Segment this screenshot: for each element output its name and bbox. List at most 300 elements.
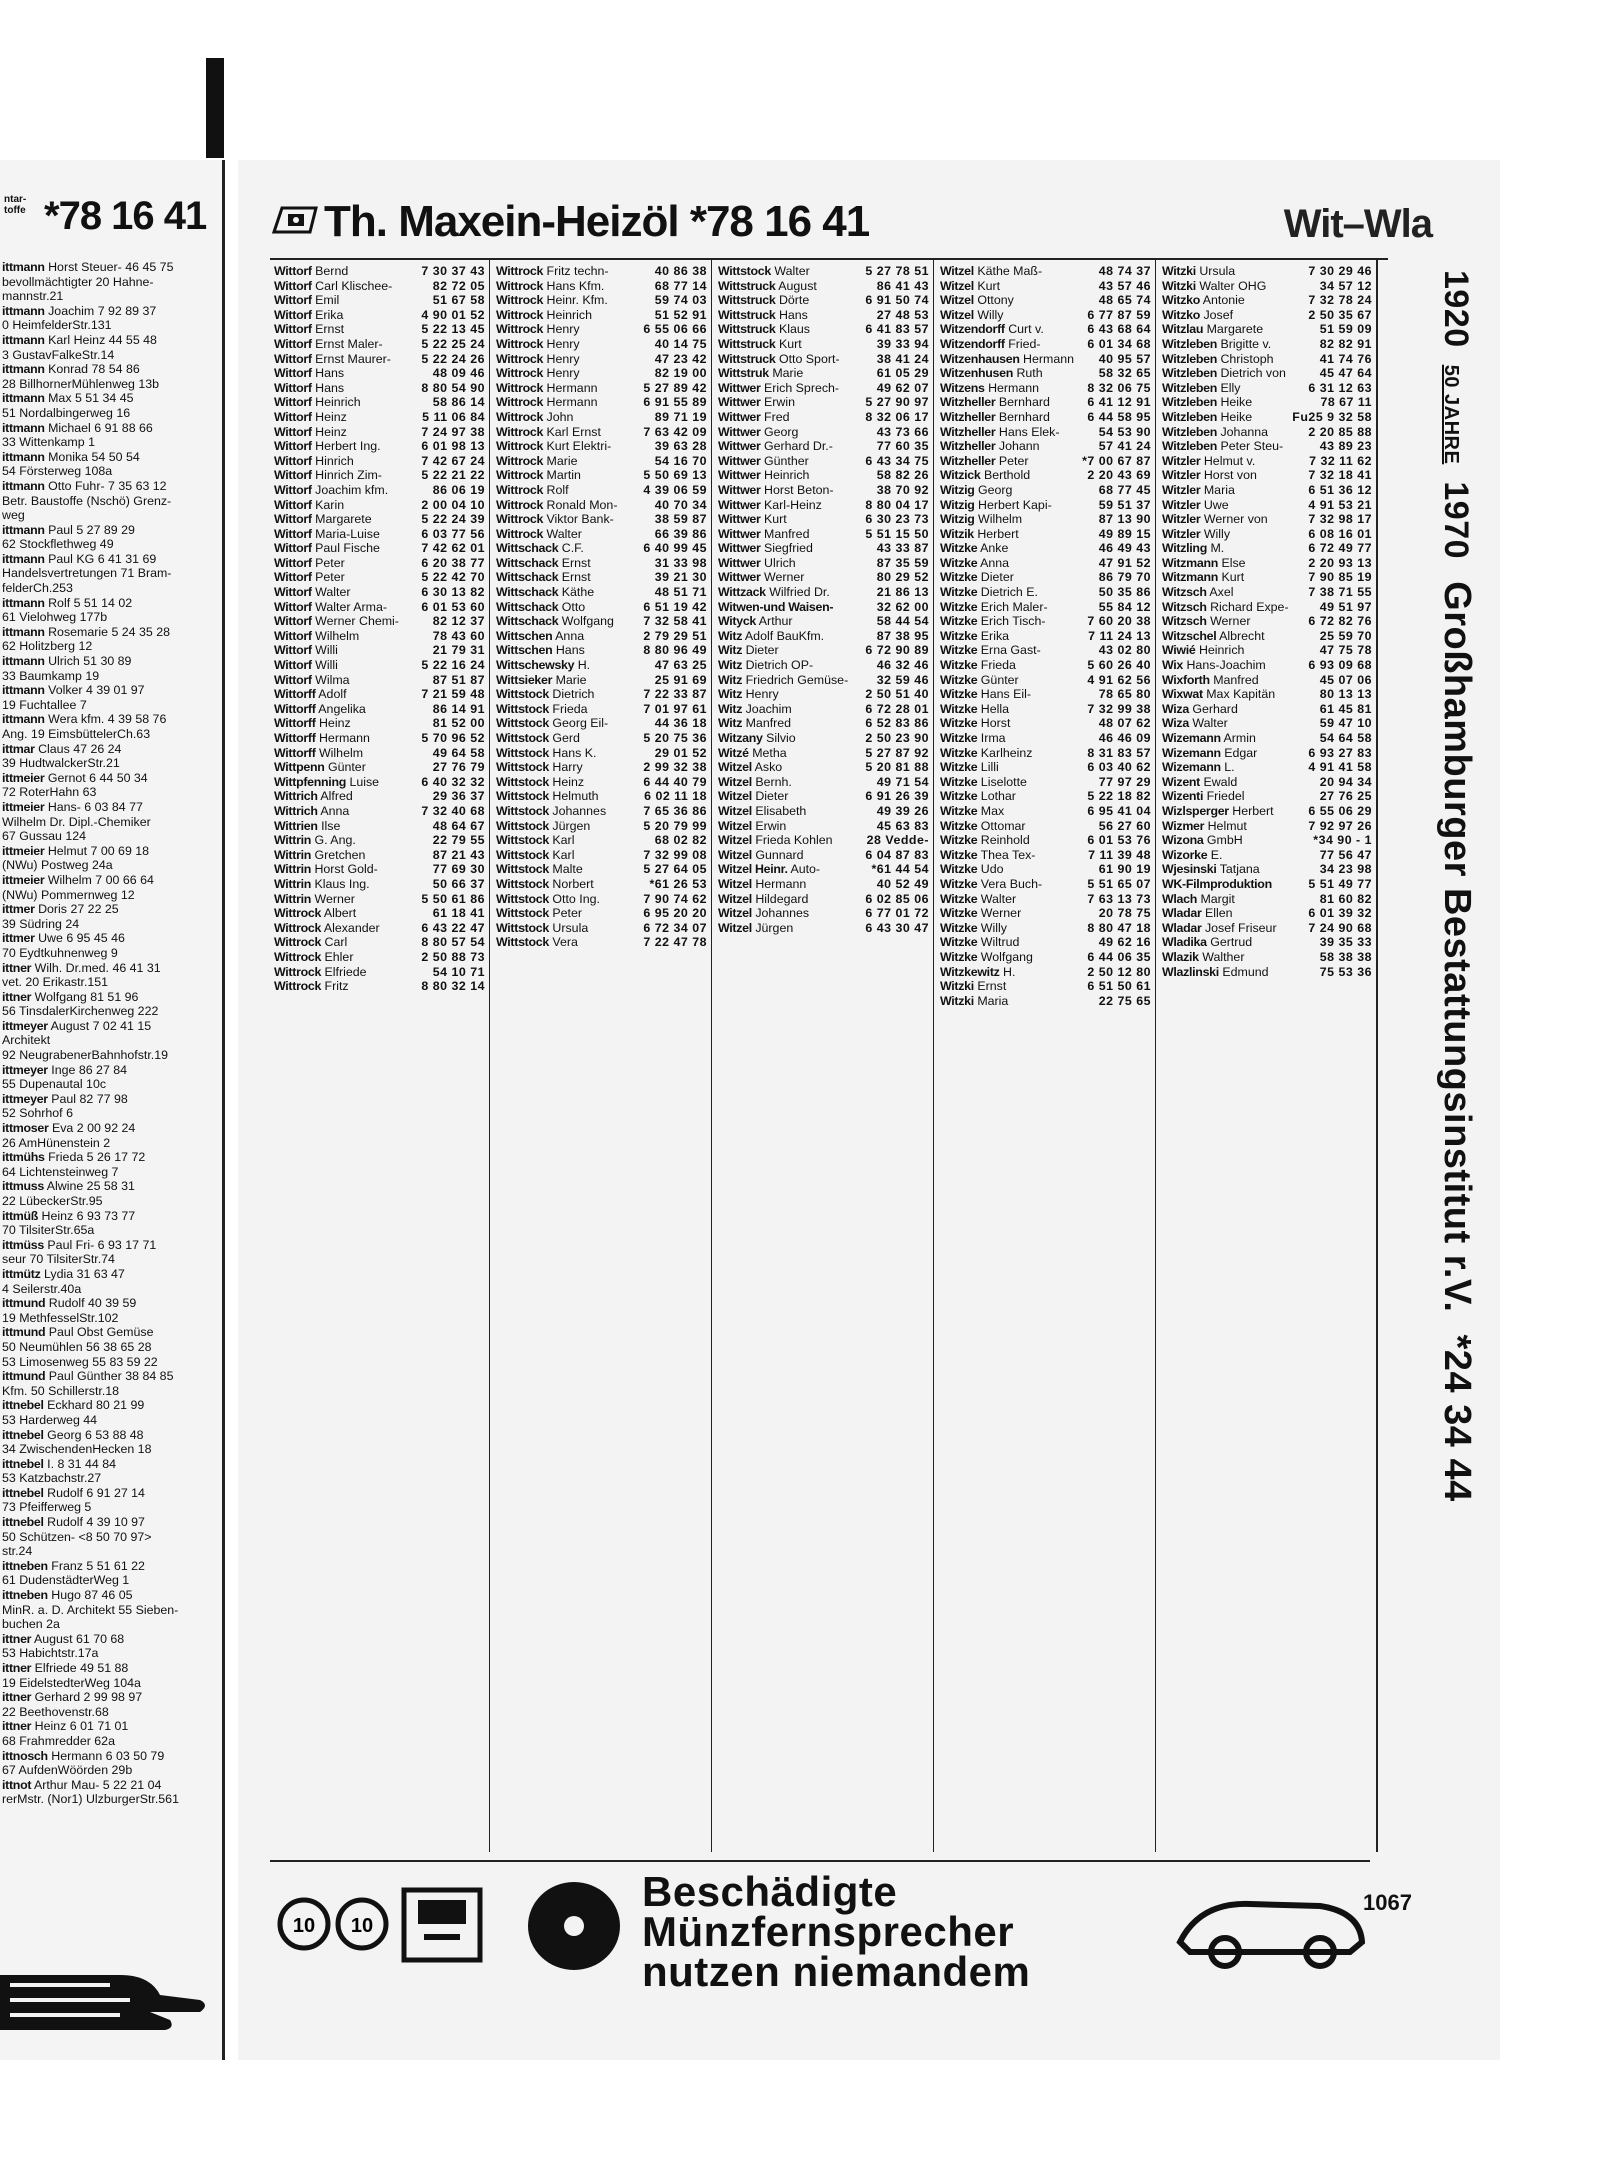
previous-entry-text: 50 Schützen- <8 50 70 97> — [2, 1529, 152, 1544]
entry-details: Werner von — [1203, 512, 1268, 527]
directory-entry — [718, 468, 929, 483]
directory-entry — [718, 775, 929, 790]
directory-entry — [1162, 600, 1372, 615]
entry-surname: Wittorff — [274, 731, 316, 745]
entry-details: Gertrud — [1210, 935, 1253, 950]
entry-surname: Wittorf — [274, 468, 312, 483]
entry-details: M. — [1210, 541, 1225, 556]
directory-entry — [1162, 965, 1372, 980]
entry-details: Hermann — [1023, 351, 1075, 366]
entry-details: Helmut v. — [1203, 453, 1256, 468]
entry-surname: Wittrock — [496, 336, 544, 351]
entry-phone: 27 76 79 — [432, 760, 485, 775]
entry-surname: Witzsch — [1162, 599, 1207, 614]
directory-entry — [940, 527, 1151, 542]
entry-surname: Witzschel — [1162, 628, 1217, 643]
directory-entry — [718, 687, 929, 702]
entry-surname: Witzke — [940, 658, 978, 673]
entry-phone: 5 60 26 40 — [1087, 658, 1151, 673]
entry-details: Henry — [546, 322, 580, 337]
entry-phone: 8 80 32 14 — [421, 979, 485, 994]
directory-entry — [496, 673, 707, 688]
previous-entry-name: ittmann — [2, 595, 45, 610]
entry-phone: 8 32 06 75 — [1087, 380, 1151, 395]
previous-page-entry — [2, 1223, 218, 1238]
entry-surname: Wittrock — [496, 380, 544, 395]
entry-phone: 5 70 96 52 — [421, 731, 485, 745]
entry-surname: Wittstock — [496, 833, 549, 848]
entry-surname: Witzig — [940, 512, 975, 527]
entry-details: Wiltrud — [980, 935, 1020, 950]
column-2 — [492, 260, 712, 1852]
previous-entry-text: 62 Holitzberg 12 — [2, 639, 93, 654]
entry-details: Anna — [320, 803, 350, 818]
entry-phone: 5 22 25 24 — [421, 336, 485, 351]
entry-phone: 4 90 01 52 — [421, 307, 485, 322]
entry-details: Gunnard — [755, 847, 804, 862]
entry-details: Günter — [980, 672, 1019, 687]
entry-phone: 7 38 71 55 — [1308, 585, 1372, 600]
previous-entry-name: ittmann — [2, 420, 45, 435]
entry-details: Anna — [555, 628, 585, 643]
directory-entry — [940, 498, 1151, 513]
directory-entry — [1162, 935, 1372, 950]
entry-details: Hermann — [318, 731, 370, 745]
entry-phone: 82 82 91 — [1319, 336, 1372, 351]
previous-entry-name: ittner — [2, 1631, 32, 1646]
directory-entry — [496, 410, 707, 425]
entry-surname: WK-Filmproduktion — [1162, 876, 1272, 891]
entry-details: Dörte — [778, 293, 810, 308]
entry-details: Anna — [980, 555, 1010, 570]
previous-page-entry — [2, 1209, 218, 1224]
entry-details: Jürgen — [552, 818, 591, 833]
entry-phone: 6 01 34 68 — [1087, 336, 1151, 351]
entry-details: Albrecht — [1219, 628, 1265, 643]
entry-surname: Wizona — [1162, 833, 1204, 848]
entry-phone: 47 75 78 — [1319, 643, 1372, 658]
directory-entry — [274, 556, 485, 571]
entry-phone: 66 39 86 — [654, 526, 707, 541]
entry-phone: 2 50 88 73 — [421, 949, 485, 964]
directory-entry — [274, 425, 485, 440]
entry-phone: 49 89 15 — [1098, 526, 1151, 541]
entry-phone: 5 22 13 45 — [421, 322, 485, 337]
directory-entry — [274, 439, 485, 454]
entry-surname: Witzke — [940, 731, 978, 745]
previous-entry-text: 72 RoterHahn 63 — [2, 785, 97, 800]
entry-phone: 2 00 04 10 — [421, 497, 485, 512]
directory-entry — [718, 789, 929, 804]
previous-entry-text: buchen 2a — [2, 1617, 60, 1632]
entry-phone: 87 21 43 — [432, 847, 485, 862]
directory-entry — [496, 921, 707, 936]
entry-details: Herbert — [977, 526, 1019, 541]
previous-entry-text: Arthur Mau- 5 22 21 04 — [33, 1777, 162, 1792]
entry-surname: Wizorke — [1162, 847, 1208, 862]
directory-entry — [274, 279, 485, 294]
entry-surname: Witzke — [940, 599, 978, 614]
previous-entry-text: 54 Försterweg 108a — [2, 464, 113, 479]
entry-details: Richard Expe- — [1210, 599, 1289, 614]
entry-surname: Witzick — [940, 468, 981, 483]
entry-details: Werner — [764, 570, 805, 585]
previous-entry-text: seur 70 TilsiterStr.74 — [2, 1252, 115, 1267]
directory-entry — [1162, 906, 1372, 921]
entry-details: Hans Eil- — [980, 687, 1032, 702]
entry-phone: 61 18 41 — [432, 906, 485, 921]
directory-entry — [940, 877, 1151, 892]
entry-surname: Witzleben — [1162, 336, 1218, 351]
directory-entry — [496, 293, 707, 308]
previous-entry-text: Otto Fuhr- 7 35 63 12 — [48, 478, 167, 493]
previous-entry-text: Architekt — [2, 1033, 51, 1048]
entry-details: Willi — [315, 658, 338, 673]
entry-details: C.F. — [561, 541, 584, 556]
entry-details: Fred — [764, 409, 790, 424]
entry-phone: 58 38 38 — [1319, 949, 1372, 964]
previous-entry-text: 53 Harderweg 44 — [2, 1412, 98, 1427]
previous-entry-name: ittmüss — [2, 1237, 44, 1252]
previous-entry-text: 92 NeugrabenerBahnhofstr.19 — [2, 1048, 169, 1063]
entry-phone: 6 44 06 35 — [1087, 949, 1151, 964]
entry-details: Heinz — [315, 424, 347, 439]
entry-details: Ernst — [315, 322, 345, 337]
previous-entry-name: ittmer — [2, 931, 35, 946]
directory-entry — [274, 921, 485, 936]
entry-surname: Wittorff — [274, 687, 316, 702]
directory-entry — [1162, 892, 1372, 907]
entry-details: Hermann — [546, 395, 598, 410]
directory-entry — [496, 337, 707, 352]
previous-page-entry — [2, 318, 218, 333]
previous-entry-text: Monika 54 50 54 — [48, 449, 140, 464]
entry-details: Rolf — [546, 482, 569, 497]
entry-surname: Witzleben — [1162, 351, 1218, 366]
previous-entry-name: ittmeier — [2, 770, 45, 785]
entry-surname: Witzel — [940, 278, 974, 293]
directory-entry — [718, 819, 929, 834]
directory-entry — [718, 556, 929, 571]
entry-details: Margit — [1200, 891, 1235, 906]
entry-phone: 34 57 12 — [1319, 278, 1372, 293]
entry-surname: Wittrin — [274, 847, 312, 862]
entry-phone: 8 31 83 57 — [1087, 745, 1151, 760]
entry-details: Hans — [555, 643, 585, 658]
previous-page-entry — [2, 1603, 218, 1618]
directory-entry — [718, 862, 929, 877]
entry-phone: 21 86 13 — [876, 585, 929, 600]
entry-surname: Wlazlinski — [1162, 964, 1219, 979]
entry-surname: Wittrock — [274, 949, 322, 964]
entry-phone: 7 42 67 24 — [421, 453, 485, 468]
side-year-end: 1970 — [1437, 481, 1475, 560]
entry-surname: Wittschen — [496, 643, 553, 658]
previous-page-entry — [2, 1544, 218, 1559]
previous-entry-text: 26 AmHünenstein 2 — [2, 1135, 111, 1150]
previous-page-entry — [2, 946, 218, 961]
entry-phone: 5 20 79 99 — [643, 818, 707, 833]
directory-entry — [1162, 877, 1372, 892]
entry-surname: Wittorf — [274, 482, 312, 497]
directory-entry — [718, 366, 929, 381]
entry-surname: Wittorf — [274, 555, 312, 570]
entry-phone: 49 51 97 — [1319, 599, 1372, 614]
directory-entry — [718, 877, 929, 892]
directory-entry — [496, 702, 707, 717]
entry-surname: Wittrin — [274, 862, 312, 877]
entry-phone: 77 60 35 — [876, 439, 929, 454]
previous-entry-name: ittmoser — [2, 1121, 49, 1136]
directory-entry — [1162, 279, 1372, 294]
directory-entry — [274, 892, 485, 907]
entry-surname: Witzheller — [940, 453, 996, 468]
entry-surname: Wittrock — [496, 468, 544, 483]
entry-phone: 39 63 28 — [654, 439, 707, 454]
entry-surname: Wittrock — [496, 512, 544, 527]
entry-details: John — [546, 409, 574, 424]
entry-details: Heike — [1220, 395, 1253, 410]
directory-entry — [496, 279, 707, 294]
entry-phone: 7 32 11 62 — [1309, 453, 1372, 468]
entry-surname: Wittstock — [496, 876, 549, 891]
entry-details: Gerd — [552, 731, 580, 745]
previous-entry-text: Lydia 31 63 47 — [43, 1266, 125, 1281]
entry-surname: Witzki — [940, 993, 974, 1008]
directory-entry — [496, 614, 707, 629]
previous-entry-text: Georg 6 53 88 48 — [47, 1427, 144, 1442]
entry-details: Erika — [315, 307, 344, 322]
entry-details: Werner Chemi- — [315, 614, 399, 629]
previous-page-entry — [2, 1792, 218, 1807]
entry-details: Helmut — [1207, 818, 1247, 833]
directory-entry — [718, 921, 929, 936]
previous-entry-text: Rudolf 40 39 59 — [48, 1296, 137, 1311]
side-company-phone: *24 34 44 — [1436, 1334, 1478, 1502]
directory-entry — [1162, 862, 1372, 877]
entry-phone: 55 84 12 — [1098, 599, 1151, 614]
entry-details: Walther — [1202, 949, 1245, 964]
entry-surname: Witzke — [940, 906, 978, 921]
directory-entry — [496, 760, 707, 775]
previous-entry-text: Helmut 7 00 69 18 — [47, 843, 150, 858]
entry-phone: 6 77 87 59 — [1087, 307, 1151, 322]
entry-details: Heinrich — [546, 307, 592, 322]
entry-phone: 49 39 26 — [876, 803, 929, 818]
entry-surname: Witzany — [718, 731, 763, 745]
entry-surname: Wittstruk — [718, 366, 769, 381]
entry-surname: Wittorf — [274, 264, 312, 278]
entry-surname: Wittpfenning — [274, 774, 346, 789]
previous-entry-name: ittmund — [2, 1369, 46, 1384]
entry-surname: Wittwer — [718, 512, 761, 527]
entry-details: Axel — [1209, 585, 1234, 600]
entry-surname: Wittschack — [496, 614, 559, 629]
advert-line-2: Münzfernsprecher — [642, 1908, 1015, 1955]
entry-phone: 4 39 06 59 — [643, 482, 707, 497]
directory-entry — [940, 979, 1151, 994]
previous-page-entry — [2, 1267, 218, 1282]
directory-entry — [496, 527, 707, 542]
previous-page-entry — [2, 1252, 218, 1267]
previous-page-entry — [2, 275, 218, 290]
svg-text:10: 10 — [292, 1915, 316, 1937]
entry-surname: Wittrock — [274, 964, 322, 979]
directory-entry — [940, 541, 1151, 556]
entry-phone: 6 41 83 57 — [865, 322, 929, 337]
entry-phone: 6 72 49 77 — [1308, 541, 1372, 556]
entry-details: Karl-Heinz — [764, 497, 822, 512]
entry-phone: 54 10 71 — [432, 964, 485, 979]
previous-entry-text: Wolfgang 81 51 96 — [34, 989, 139, 1004]
entry-phone: 48 74 37 — [1098, 264, 1151, 278]
entry-phone: 75 53 36 — [1319, 964, 1372, 979]
entry-details: Horst von — [1203, 468, 1257, 483]
directory-entry — [496, 600, 707, 615]
previous-entry-name: ittneben — [2, 1558, 48, 1573]
entry-surname: Witzel — [718, 760, 752, 775]
entry-surname: Wittstock — [496, 920, 549, 935]
previous-entry-text: Paul Fri- 6 93 17 71 — [47, 1237, 157, 1252]
previous-page-entry — [2, 581, 218, 596]
entry-phone: 61 45 81 — [1319, 701, 1372, 716]
entry-phone: 6 30 13 82 — [421, 585, 485, 600]
previous-entry-text: 61 DudenstädterWeg 1 — [2, 1573, 130, 1588]
entry-details: Uwe — [1203, 497, 1229, 512]
entry-surname: Wizent — [1162, 774, 1201, 789]
entry-phone: 39 35 33 — [1319, 935, 1372, 950]
directory-entry — [940, 746, 1151, 761]
previous-entry-text: 33 Baumkamp 19 — [2, 668, 100, 683]
entry-details: Heinr. Kfm. — [546, 293, 608, 308]
entry-details: Walter Arma- — [315, 599, 387, 614]
entry-details: Wilhelm — [978, 512, 1023, 527]
entry-phone: 7 24 97 38 — [421, 424, 485, 439]
previous-entry-text: Betr. Baustoffe (Nschö) Grenz- — [2, 493, 172, 508]
directory-entry — [1162, 731, 1372, 746]
entry-phone: 7 90 74 62 — [643, 891, 707, 906]
previous-page-entry — [2, 1442, 218, 1457]
entry-surname: Wittstock — [496, 701, 549, 716]
entry-surname: Wittrock — [496, 482, 544, 497]
directory-entry — [940, 322, 1151, 337]
previous-page-entry — [2, 1369, 218, 1384]
entry-surname: Witzke — [940, 862, 978, 877]
entry-details: Ulrich — [764, 555, 796, 570]
previous-page — [0, 160, 225, 2060]
entry-phone: 43 02 80 — [1098, 643, 1151, 658]
entry-phone: 6 91 55 89 — [643, 395, 707, 410]
entry-phone: 49 62 07 — [876, 380, 929, 395]
entry-details: Herbert Kapi- — [978, 497, 1052, 512]
entry-surname: Witzens — [940, 380, 985, 395]
entry-phone: 6 43 22 47 — [421, 920, 485, 935]
entry-details: Günter — [327, 760, 366, 775]
entry-details: Karl Ernst — [546, 424, 601, 439]
side-advert-text — [1435, 270, 1478, 1730]
previous-entry-text: 55 Dupenautal 10c — [2, 1077, 107, 1092]
entry-details: Fried- — [1008, 336, 1041, 351]
entry-surname: Witzenhusen — [940, 366, 1013, 381]
entry-phone: 6 55 06 29 — [1308, 803, 1372, 818]
previous-page-entry — [2, 1311, 218, 1326]
entry-surname: Witz — [718, 672, 743, 687]
entry-surname: Wittrin — [274, 891, 312, 906]
entry-phone: 2 50 23 90 — [865, 731, 929, 745]
directory-entry — [496, 454, 707, 469]
directory-entry — [718, 673, 929, 688]
previous-page-entry — [2, 756, 218, 771]
entry-details: Klaus Ing. — [314, 876, 370, 891]
previous-entry-text: Paul KG 6 41 31 69 — [48, 551, 157, 566]
directory-entry — [274, 570, 485, 585]
side-company-name: Großhamburger Bestattungsinstitut r.V. — [1436, 581, 1478, 1313]
entry-phone: 5 20 75 36 — [643, 731, 707, 745]
entry-surname: Witzke — [940, 935, 978, 950]
previous-entry-name: ittnebel — [2, 1456, 44, 1471]
entry-phone: 49 71 54 — [876, 774, 929, 789]
directory-entry — [940, 687, 1151, 702]
entry-phone: 47 91 52 — [1098, 555, 1151, 570]
entry-details: Dieter — [755, 789, 789, 804]
entry-surname: Wittrock — [496, 351, 544, 366]
previous-entry-text: Handelsvertretungen 71 Bram- — [2, 566, 172, 581]
entry-surname: Wizemann — [1162, 745, 1221, 760]
previous-page-entry — [2, 800, 218, 815]
entry-surname: Wittstruck — [718, 278, 776, 293]
entry-surname: Wittorff — [274, 716, 316, 731]
entry-phone: 5 22 42 70 — [421, 570, 485, 585]
entry-surname: Witzke — [940, 774, 978, 789]
previous-page-entry — [2, 639, 218, 654]
entry-details: Kurt — [778, 336, 802, 351]
entry-phone: 5 27 90 97 — [865, 395, 929, 410]
directory-entry — [274, 337, 485, 352]
entry-details: Carl Klischee- — [315, 278, 393, 293]
entry-phone: 6 03 77 56 — [421, 526, 485, 541]
entry-details: Hans Kfm. — [546, 278, 605, 293]
previous-entry-name: ittneben — [2, 1588, 48, 1603]
previous-page-entry — [2, 1515, 218, 1530]
directory-entry — [940, 789, 1151, 804]
previous-page-entry — [2, 931, 218, 946]
directory-entry — [274, 877, 485, 892]
entry-phone: 7 32 18 41 — [1308, 468, 1372, 483]
entry-details: Margarete — [1206, 322, 1264, 337]
entry-phone: 6 51 50 61 — [1087, 979, 1151, 994]
entry-phone: 7 92 97 26 — [1308, 818, 1372, 833]
previous-page-entry — [2, 1150, 218, 1165]
directory-entry — [940, 658, 1151, 673]
entry-surname: Witz — [718, 716, 743, 731]
entry-phone: 7 30 37 43 — [421, 264, 485, 278]
entry-phone: 77 56 47 — [1319, 847, 1372, 862]
entry-phone: 5 27 78 51 — [865, 264, 929, 278]
previous-page-entry — [2, 815, 218, 830]
directory-entry — [496, 862, 707, 877]
entry-details: Silvio — [766, 731, 796, 745]
entry-details: Antonie — [1202, 293, 1245, 308]
entry-surname: Witzke — [940, 876, 978, 891]
entry-phone: 6 72 90 89 — [865, 643, 929, 658]
previous-page-entry — [2, 1004, 218, 1019]
entry-details: Hans Elek- — [998, 424, 1060, 439]
entry-phone: 50 35 86 — [1098, 585, 1151, 600]
entry-phone: 5 27 89 42 — [643, 380, 707, 395]
entry-details: Carl — [324, 935, 348, 950]
entry-details: Joachim — [745, 701, 792, 716]
entry-phone: 43 89 23 — [1319, 439, 1372, 454]
